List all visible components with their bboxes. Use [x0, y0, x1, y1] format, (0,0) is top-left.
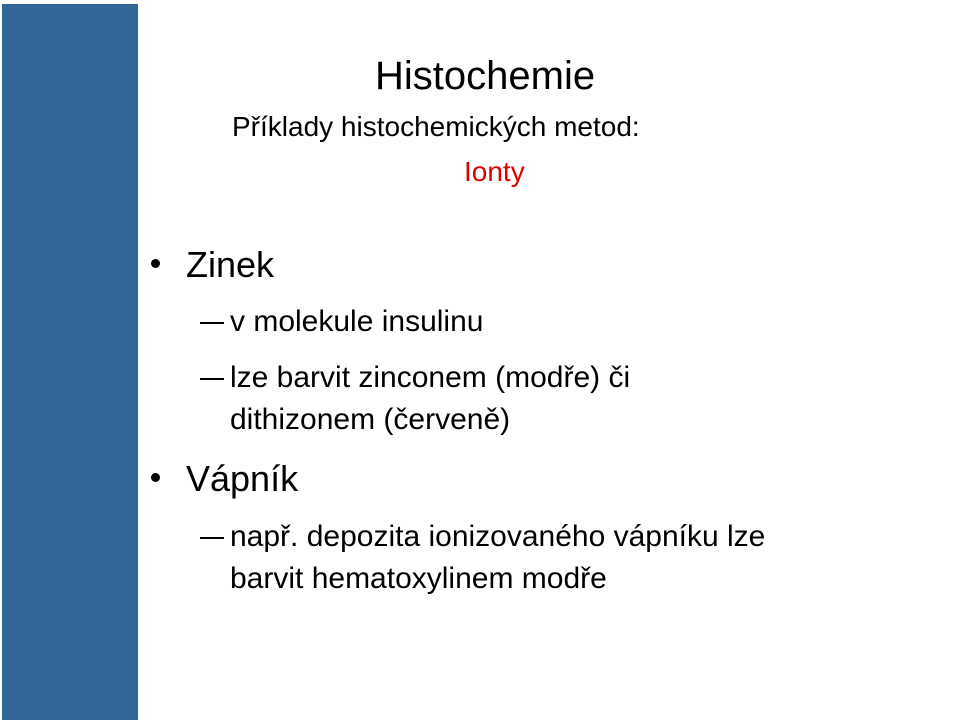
- bullet-item-zinek: [186, 244, 274, 286]
- slide-title: Histochemie: [375, 54, 596, 98]
- bullet-item-vapnik: [186, 458, 298, 500]
- subitem-text-continued: barvit hematoxylinem modře: [230, 562, 607, 595]
- dash-icon: [200, 537, 224, 539]
- bullet-dot-icon: [151, 259, 160, 268]
- bullet-dot-icon: [151, 473, 160, 482]
- slide-subtitle-accent: Ionty: [464, 156, 525, 187]
- subitem-text-continued: dithizonem (červeně): [230, 403, 511, 436]
- subitem-zinconem: [230, 361, 630, 395]
- subitem-text: v molekule insulinu: [230, 305, 484, 338]
- slide-subtitle: Příklady histochemických metod:: [232, 111, 640, 142]
- dash-icon: [200, 378, 224, 380]
- bullet-label: Vápník: [186, 458, 299, 499]
- subitem-zinconem-cont: [230, 403, 510, 437]
- subitem-text: lze barvit zinconem (modře) či: [230, 361, 631, 394]
- subitem-text: např. depozita ionizovaného vápníku lze: [230, 520, 766, 553]
- dash-icon: [200, 322, 224, 324]
- subitem-depozita: [230, 520, 765, 554]
- bullet-label: Zinek: [186, 244, 275, 285]
- subitem-insulin: [230, 305, 483, 339]
- sidebar-accent-bar: [2, 4, 138, 720]
- subitem-depozita-cont: [230, 562, 607, 596]
